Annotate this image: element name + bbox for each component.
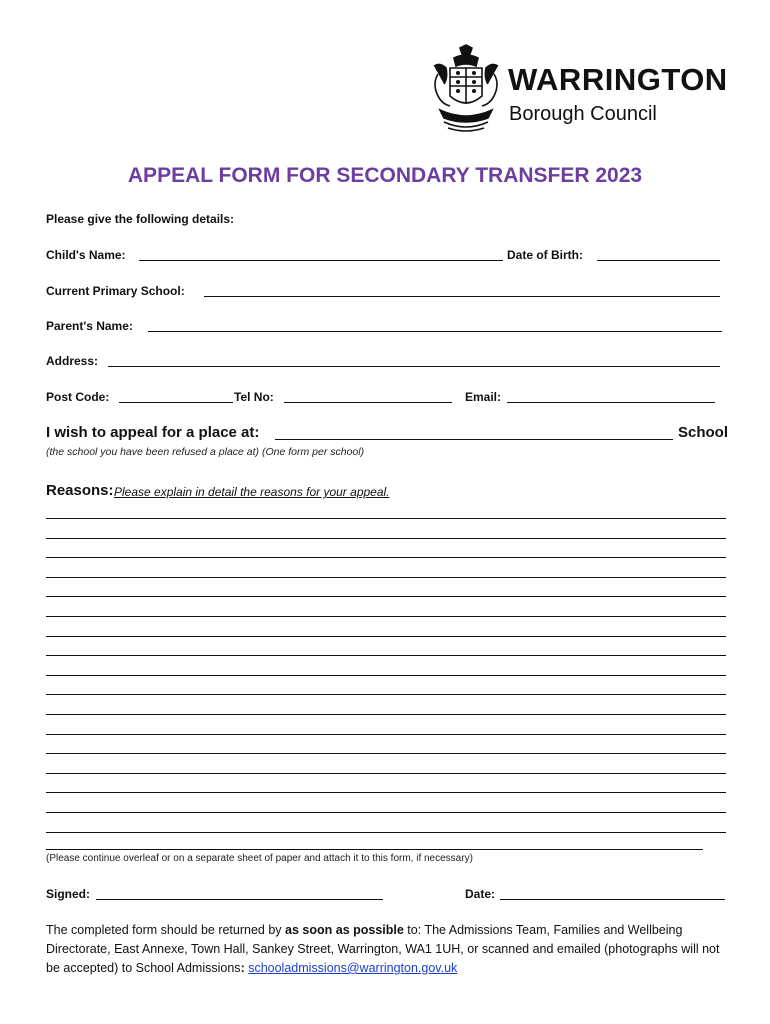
- reason-line[interactable]: [46, 694, 726, 695]
- intro-text: Please give the following details:: [46, 212, 235, 226]
- reason-line[interactable]: [46, 636, 726, 637]
- primary-school-label: Current Primary School:: [46, 284, 185, 298]
- reason-line[interactable]: [46, 616, 726, 617]
- footer-text-1: The completed form should be returned by: [46, 923, 286, 937]
- post-code-label: Post Code:: [46, 390, 110, 404]
- signed-label: Signed:: [46, 887, 90, 901]
- address-field[interactable]: [108, 366, 720, 367]
- appeal-school-field[interactable]: [275, 439, 673, 440]
- page-title: APPEAL FORM FOR SECONDARY TRANSFER 2023: [127, 164, 643, 187]
- email-field[interactable]: [507, 402, 715, 403]
- primary-school-field[interactable]: [204, 296, 720, 297]
- signature-field[interactable]: [96, 899, 383, 900]
- reason-line[interactable]: [46, 557, 726, 558]
- reason-line[interactable]: [46, 596, 726, 597]
- reason-line[interactable]: [46, 655, 726, 656]
- reason-line[interactable]: [46, 714, 726, 715]
- reason-line[interactable]: [46, 753, 726, 754]
- admissions-email-link[interactable]: schooladmissions@warrington.gov.uk: [248, 961, 458, 975]
- council-crest-icon: [430, 44, 502, 136]
- child-name-field[interactable]: [139, 260, 503, 261]
- reason-line[interactable]: [46, 849, 703, 850]
- dob-label: Date of Birth:: [507, 248, 583, 262]
- reason-line[interactable]: [46, 538, 726, 539]
- post-code-field[interactable]: [119, 402, 233, 403]
- reasons-heading: Reasons:: [46, 482, 114, 499]
- reason-line[interactable]: [46, 832, 726, 833]
- reason-line[interactable]: [46, 792, 726, 793]
- child-name-label: Child's Name:: [46, 248, 126, 262]
- footer-bold-text: as soon as possible: [285, 923, 404, 937]
- continue-note: (Please continue overleaf or on a separate sheet of paper and attach it to this form, if necessary): [46, 853, 473, 864]
- reason-line[interactable]: [46, 675, 726, 676]
- address-label: Address:: [46, 354, 99, 368]
- reason-line[interactable]: [46, 577, 726, 578]
- logo-subtitle: Borough Council: [509, 103, 657, 125]
- email-label: Email:: [465, 390, 502, 404]
- return-instructions: [46, 921, 726, 978]
- date-label: Date:: [465, 887, 496, 901]
- logo-name: WARRINGTON: [508, 62, 728, 97]
- appeal-label: I wish to appeal for a place at:: [46, 424, 260, 441]
- reason-line[interactable]: [46, 773, 726, 774]
- parent-name-label: Parent's Name:: [46, 319, 133, 333]
- date-field[interactable]: [500, 899, 725, 900]
- tel-label: Tel No:: [234, 390, 274, 404]
- parent-name-field[interactable]: [148, 331, 722, 332]
- reason-line[interactable]: [46, 812, 726, 813]
- appeal-school-suffix: School: [678, 424, 729, 441]
- reasons-instruction: Please explain in detail the reasons for your appeal.: [114, 485, 390, 499]
- footer-text-2: to: The Admissions Team, Families and Wellbeing Directorate, East Annexe, Town Hall, Sankey Street, Warrington, WA1 1UH, or scanned and emailed (photographs will not be accepted) to School Admissions: [46, 923, 720, 975]
- footer-colon: :: [240, 961, 249, 975]
- appeal-note: (the school you have been refused a place at) (One form per school): [46, 446, 365, 458]
- reason-line[interactable]: [46, 734, 726, 735]
- dob-field[interactable]: [597, 260, 720, 261]
- reason-line[interactable]: [46, 518, 726, 519]
- tel-field[interactable]: [284, 402, 452, 403]
